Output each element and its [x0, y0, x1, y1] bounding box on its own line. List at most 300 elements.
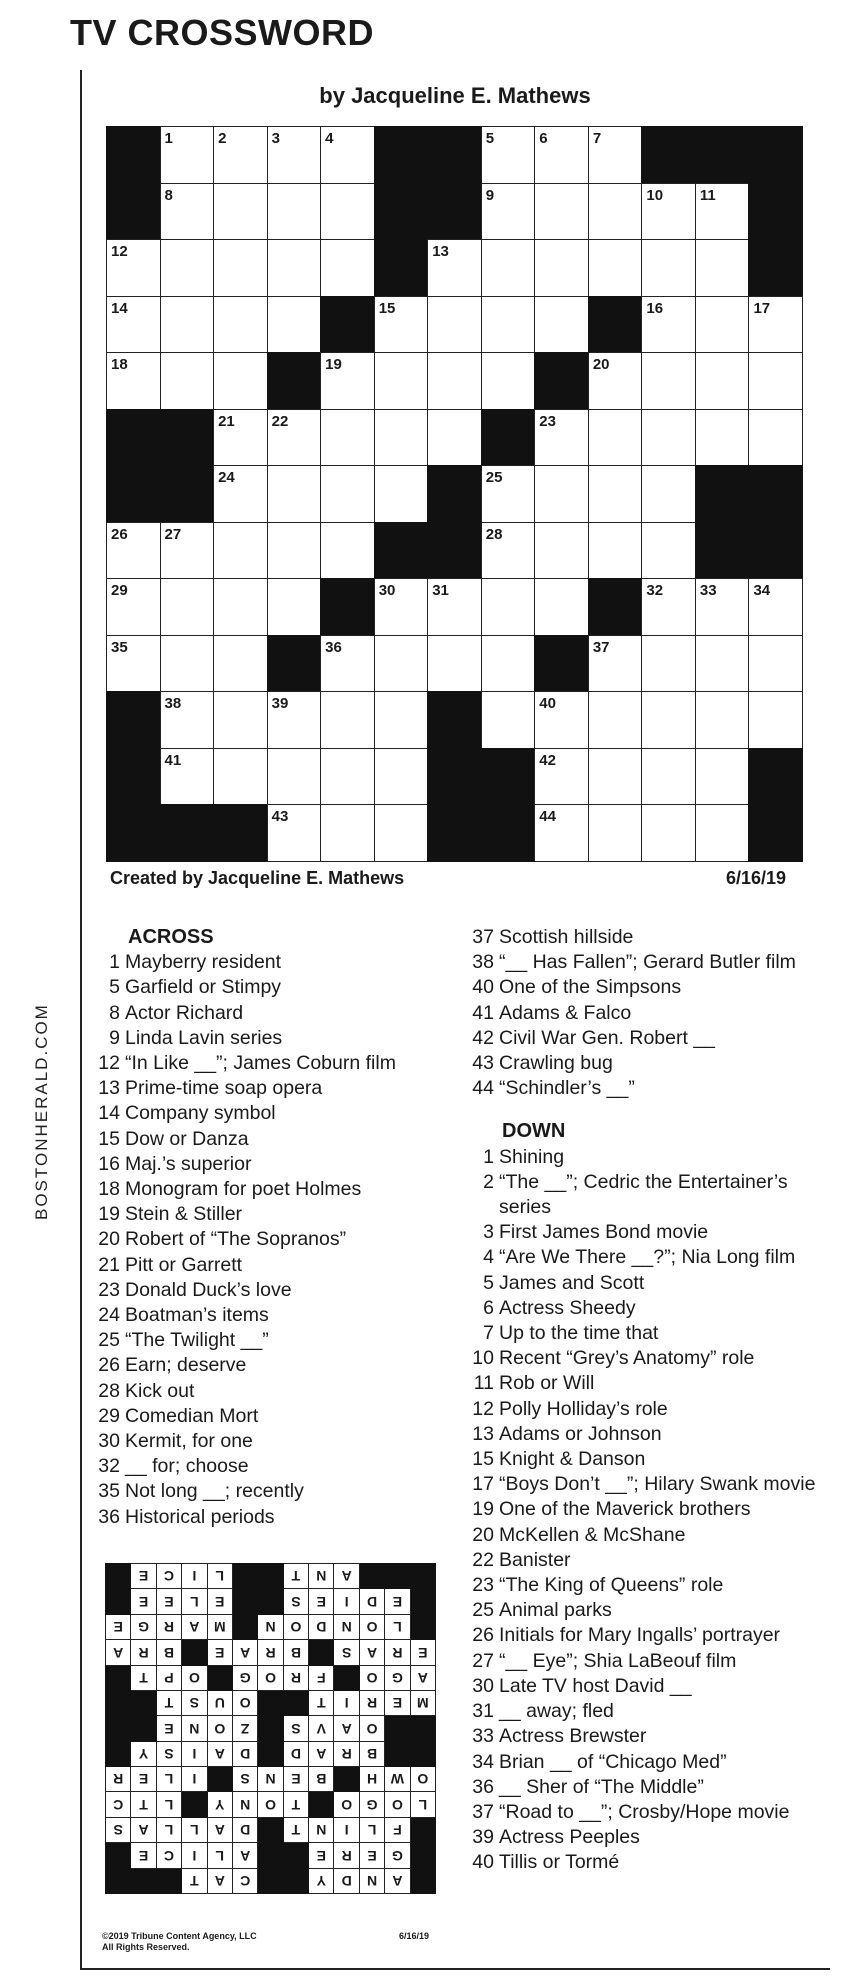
grid-cell[interactable]: [267, 691, 322, 749]
grid-cell[interactable]: [160, 183, 215, 241]
clue-text: Actress Brewster: [499, 1725, 647, 1748]
clue-number: 37: [472, 926, 494, 948]
clue-text: Rob or Will: [499, 1372, 595, 1395]
grid-block: [427, 691, 482, 749]
solution-cell: A: [410, 1665, 436, 1691]
solution-cell: P: [156, 1665, 182, 1691]
clue: [92, 1253, 432, 1278]
solution-cell: G: [232, 1665, 258, 1691]
grid-cell[interactable]: [641, 296, 696, 354]
clue: [466, 1649, 826, 1674]
solution-cell: N: [181, 1715, 207, 1741]
clue-number: 5: [109, 976, 120, 999]
solution-cell: L: [181, 1817, 207, 1843]
solution-block: [410, 1817, 436, 1843]
grid-cell[interactable]: [481, 126, 536, 184]
grid-cell[interactable]: [267, 578, 322, 636]
clue: [466, 1775, 826, 1800]
grid-block: [534, 352, 589, 410]
grid-cell[interactable]: [641, 748, 696, 806]
clue-number: 20: [98, 1228, 120, 1251]
solution-block: [257, 1817, 283, 1843]
grid-cell[interactable]: [320, 804, 375, 862]
grid-cell[interactable]: [427, 296, 482, 354]
clue-column-2: [466, 925, 826, 1876]
clue-number: 7: [483, 1322, 494, 1345]
clue: [466, 925, 826, 950]
solution-block: [105, 1563, 131, 1589]
grid-cell[interactable]: [748, 352, 803, 410]
grid-cell[interactable]: [320, 748, 375, 806]
clue-number: 25: [98, 1329, 120, 1352]
grid-block: [427, 804, 482, 862]
grid-cell[interactable]: [374, 352, 429, 410]
clue-text: “__ Has Fallen”; Gerard Butler film: [499, 951, 796, 974]
clue-number: 17: [753, 299, 771, 317]
grid-cell[interactable]: [160, 522, 215, 580]
grid-cell[interactable]: [213, 578, 268, 636]
grid-cell[interactable]: [695, 691, 750, 749]
grid-block: [748, 239, 803, 297]
grid-cell[interactable]: [534, 465, 589, 523]
grid-cell[interactable]: [588, 522, 643, 580]
clue-number: 4: [483, 1246, 494, 1269]
grid-cell[interactable]: [267, 409, 322, 467]
solution-cell: R: [130, 1639, 156, 1665]
grid-cell[interactable]: [695, 239, 750, 297]
solution-cell: O: [359, 1665, 385, 1691]
grid-block: [481, 748, 536, 806]
grid-cell[interactable]: [160, 352, 215, 410]
clue-text: Monogram for poet Holmes: [125, 1178, 362, 1201]
grid-cell[interactable]: [106, 522, 161, 580]
clue: [466, 1850, 826, 1875]
clue-text: Mayberry resident: [125, 951, 282, 974]
solution-block: [384, 1715, 410, 1741]
grid-cell[interactable]: [748, 578, 803, 636]
solution-cell: M: [410, 1690, 436, 1716]
grid-block: [267, 352, 322, 410]
clue: [466, 1699, 826, 1724]
clue: [466, 1573, 826, 1598]
grid-cell[interactable]: [213, 635, 268, 693]
grid-cell[interactable]: [534, 183, 589, 241]
grid-cell[interactable]: [320, 352, 375, 410]
solution-block: [257, 1563, 283, 1589]
clue-text: Knight & Danson: [499, 1448, 646, 1471]
grid-block: [160, 804, 215, 862]
clue-number: 3: [271, 130, 280, 147]
grid-cell[interactable]: [160, 691, 215, 749]
grid-block: [695, 465, 750, 523]
clue-number: 16: [646, 299, 664, 317]
grid-cell[interactable]: [481, 239, 536, 297]
grid-cell[interactable]: [267, 804, 322, 862]
solution-cell: E: [105, 1614, 131, 1640]
grid-cell[interactable]: [534, 126, 589, 184]
grid-cell[interactable]: [588, 352, 643, 410]
clue-text: Initials for Mary Ingalls’ portrayer: [499, 1624, 781, 1647]
grid-cell[interactable]: [534, 691, 589, 749]
clue-number: 35: [98, 1480, 120, 1503]
solution-block: [130, 1868, 156, 1894]
clue: [466, 1750, 826, 1775]
clue: [92, 1227, 432, 1252]
clue: [92, 1051, 432, 1076]
grid-cell[interactable]: [106, 635, 161, 693]
clue-number: 13: [98, 1077, 120, 1100]
side-text: BOSTONHERALD.COM: [32, 1003, 51, 1220]
clue: [92, 1101, 432, 1126]
grid-cell[interactable]: [267, 522, 322, 580]
grid-block: [748, 126, 803, 184]
grid-cell[interactable]: [427, 239, 482, 297]
solution-block: [257, 1741, 283, 1767]
grid-cell[interactable]: [106, 352, 161, 410]
created-by: Created by Jacqueline E. Mathews: [110, 868, 405, 888]
solution-block: [410, 1715, 436, 1741]
clue-number: 33: [699, 582, 717, 600]
solution-block: [105, 1868, 131, 1894]
grid-cell[interactable]: [588, 409, 643, 467]
grid-cell[interactable]: [427, 352, 482, 410]
grid-cell[interactable]: [481, 691, 536, 749]
grid-cell[interactable]: [213, 691, 268, 749]
solution-cell: A: [308, 1741, 334, 1767]
grid-block: [748, 465, 803, 523]
grid-cell[interactable]: [374, 465, 429, 523]
solution-block: [410, 1868, 436, 1894]
clue-number: 11: [473, 1372, 494, 1395]
grid-cell[interactable]: [588, 126, 643, 184]
solution-block: [257, 1715, 283, 1741]
clue: [92, 1278, 432, 1303]
grid-cell[interactable]: [106, 239, 161, 297]
grid-cell[interactable]: [695, 296, 750, 354]
grid-cell[interactable]: [695, 409, 750, 467]
clue-number: 40: [539, 695, 556, 713]
page-title: TV CROSSWORD: [70, 12, 375, 53]
grid-cell[interactable]: [213, 465, 268, 523]
clue: [92, 1127, 432, 1152]
clue-text: Civil War Gen. Robert __: [499, 1026, 716, 1049]
solution-cell: G: [384, 1842, 410, 1868]
solution-cell: E: [384, 1588, 410, 1614]
puzzle-date: 6/16/19: [726, 868, 787, 888]
grid-cell[interactable]: [641, 239, 696, 297]
solution-cell: C: [156, 1842, 182, 1868]
grid-cell[interactable]: [213, 183, 268, 241]
grid-block: [695, 522, 750, 580]
grid-cell[interactable]: [160, 748, 215, 806]
solution-block: [207, 1766, 233, 1792]
grid-cell[interactable]: [320, 183, 375, 241]
clue-number: 41: [472, 1001, 494, 1024]
clue: [92, 1479, 432, 1504]
clue-number: 21: [98, 1253, 120, 1276]
grid-cell[interactable]: [588, 691, 643, 749]
across-clue-list-cont: [466, 925, 826, 1101]
solution-block: [105, 1690, 131, 1716]
clue: [466, 1422, 826, 1447]
grid-cell[interactable]: [374, 748, 429, 806]
grid-cell[interactable]: [267, 296, 322, 354]
clue: [466, 950, 826, 975]
grid-cell[interactable]: [588, 804, 643, 862]
clue: [92, 1379, 432, 1404]
grid-cell[interactable]: [748, 296, 803, 354]
clue-number: 32: [646, 582, 664, 600]
solution-cell: G: [384, 1665, 410, 1691]
clue-number: 37: [592, 638, 610, 656]
solution-cell: A: [105, 1639, 131, 1665]
clue-text: Garfield or Stimpy: [125, 976, 282, 999]
grid-cell[interactable]: [213, 409, 268, 467]
solution-cell: A: [232, 1639, 258, 1665]
grid-cell[interactable]: [534, 239, 589, 297]
grid-cell[interactable]: [641, 804, 696, 862]
grid-cell[interactable]: [106, 578, 161, 636]
grid-cell[interactable]: [641, 691, 696, 749]
clue-text: Adams or Johnson: [499, 1422, 662, 1445]
solution-block: [105, 1842, 131, 1868]
clue-text: Scottish hillside: [499, 926, 634, 948]
solution-cell: N: [308, 1563, 334, 1589]
clue-number: 26: [472, 1624, 494, 1647]
clue-number: 26: [111, 525, 128, 543]
clue-number: 10: [472, 1347, 494, 1370]
grid-cell[interactable]: [695, 804, 750, 862]
clue: [466, 1523, 826, 1548]
grid-block: [106, 748, 161, 806]
grid-block: [695, 126, 750, 184]
clue-number: 37: [472, 1800, 494, 1823]
grid-cell[interactable]: [213, 522, 268, 580]
grid-block: [374, 126, 429, 184]
clue-number: 20: [592, 356, 610, 374]
grid-cell[interactable]: [481, 296, 536, 354]
grid-cell[interactable]: [748, 635, 803, 693]
solution-block: [359, 1563, 385, 1589]
grid-cell[interactable]: [588, 635, 643, 693]
grid-cell[interactable]: [320, 409, 375, 467]
grid-cell[interactable]: [267, 183, 322, 241]
grid-block: [106, 409, 161, 467]
clue-text: Boatman’s items: [125, 1304, 269, 1327]
solution-block: [105, 1665, 131, 1691]
grid-cell[interactable]: [320, 239, 375, 297]
grid-cell[interactable]: [213, 352, 268, 410]
grid-cell[interactable]: [695, 352, 750, 410]
clue-text: Kermit, for one: [125, 1430, 253, 1453]
grid-cell[interactable]: [106, 296, 161, 354]
grid-cell[interactable]: [213, 748, 268, 806]
grid-cell[interactable]: [534, 522, 589, 580]
solution-block: [257, 1588, 283, 1614]
grid-cell[interactable]: [534, 578, 589, 636]
clue-number: 17: [472, 1473, 494, 1496]
clue: [92, 1026, 432, 1051]
grid-cell[interactable]: [267, 239, 322, 297]
solution-block: [410, 1563, 436, 1589]
clue-number: 41: [164, 751, 182, 769]
grid-cell[interactable]: [320, 126, 375, 184]
grid-block: [106, 691, 161, 749]
clue-number: 7: [592, 130, 602, 147]
clue: [92, 1177, 432, 1202]
clue-text: “Are We There __?”; Nia Long film: [499, 1246, 796, 1269]
grid-cell[interactable]: [641, 522, 696, 580]
grid-cell[interactable]: [695, 748, 750, 806]
grid-cell[interactable]: [695, 578, 750, 636]
grid-cell[interactable]: [427, 578, 482, 636]
grid-cell[interactable]: [481, 183, 536, 241]
clue-number: 1: [483, 1145, 494, 1168]
grid-cell[interactable]: [427, 409, 482, 467]
grid-cell[interactable]: [481, 352, 536, 410]
grid-cell[interactable]: [374, 296, 429, 354]
grid-cell[interactable]: [427, 635, 482, 693]
clue-number: 14: [111, 299, 128, 317]
clue: [466, 1170, 826, 1220]
clue: [466, 975, 826, 1000]
clue-text: Donald Duck’s love: [125, 1278, 292, 1301]
grid-cell[interactable]: [320, 691, 375, 749]
grid-cell[interactable]: [534, 804, 589, 862]
clue-number: 29: [111, 582, 128, 600]
clue-column-1: [92, 925, 432, 1530]
grid-cell[interactable]: [160, 126, 215, 184]
grid-cell[interactable]: [748, 691, 803, 749]
solution-cell: D: [359, 1588, 385, 1614]
grid-cell[interactable]: [481, 465, 536, 523]
grid-cell[interactable]: [374, 691, 429, 749]
clue-text: “Schindler’s __”: [499, 1077, 635, 1100]
grid-cell[interactable]: [160, 578, 215, 636]
grid-cell[interactable]: [481, 522, 536, 580]
clue: [92, 1454, 432, 1479]
grid-cell[interactable]: [213, 296, 268, 354]
solution-block: [232, 1563, 258, 1589]
clue-number: 36: [98, 1505, 120, 1528]
clue-number: 29: [98, 1404, 120, 1427]
grid-cell[interactable]: [588, 183, 643, 241]
solution-cell: D: [232, 1817, 258, 1843]
clue-text: Robert of “The Sopranos”: [125, 1228, 347, 1251]
grid-cell[interactable]: [160, 296, 215, 354]
grid-cell[interactable]: [748, 409, 803, 467]
grid-cell[interactable]: [641, 635, 696, 693]
grid-cell[interactable]: [641, 183, 696, 241]
grid-cell[interactable]: [641, 409, 696, 467]
grid-cell[interactable]: [267, 748, 322, 806]
grid-cell[interactable]: [320, 522, 375, 580]
clue-number: 35: [111, 638, 128, 656]
clue: [466, 1497, 826, 1522]
clue-text: Shining: [499, 1145, 565, 1168]
solution-block: [232, 1614, 258, 1640]
solution-cell: A: [384, 1868, 410, 1894]
clue-number: 1: [109, 951, 120, 974]
clue-text: “The Twilight __”: [125, 1329, 269, 1352]
grid-cell[interactable]: [160, 635, 215, 693]
solution-cell: R: [359, 1690, 385, 1716]
solution-cell: L: [156, 1766, 182, 1792]
grid-cell[interactable]: [641, 578, 696, 636]
grid-cell[interactable]: [534, 296, 589, 354]
clue: [466, 1371, 826, 1396]
solution-cell: S: [283, 1715, 309, 1741]
grid-cell[interactable]: [374, 804, 429, 862]
frame-left-rule: [80, 70, 82, 1970]
grid-cell[interactable]: [213, 126, 268, 184]
solution-cell: L: [207, 1842, 233, 1868]
solution-cell: B: [283, 1639, 309, 1665]
grid-cell[interactable]: [695, 183, 750, 241]
clue: [466, 1220, 826, 1245]
grid-cell[interactable]: [267, 465, 322, 523]
clue-text: __ Sher of “The Middle”: [499, 1775, 704, 1798]
crossword-grid: [106, 126, 802, 861]
grid-cell[interactable]: [267, 126, 322, 184]
solution-cell: H: [359, 1766, 385, 1792]
clue-text: First James Bond movie: [499, 1221, 709, 1244]
grid-block: [641, 126, 696, 184]
clue-number: 16: [98, 1152, 120, 1175]
solution-cell: Y: [308, 1868, 334, 1894]
solution-cell: U: [207, 1690, 233, 1716]
solution-block: [308, 1639, 334, 1665]
clue-number: 26: [98, 1354, 120, 1377]
grid-cell[interactable]: [641, 465, 696, 523]
solution-cell: S: [283, 1588, 309, 1614]
grid-cell[interactable]: [160, 239, 215, 297]
clue: [466, 1076, 826, 1101]
grid-cell[interactable]: [588, 239, 643, 297]
grid-cell[interactable]: [374, 578, 429, 636]
solution-cell: E: [130, 1588, 156, 1614]
grid-cell[interactable]: [641, 352, 696, 410]
grid-cell[interactable]: [695, 635, 750, 693]
solution-cell: L: [156, 1817, 182, 1843]
clue-text: __ for; choose: [125, 1455, 249, 1478]
grid-cell[interactable]: [588, 465, 643, 523]
grid-block: [267, 635, 322, 693]
grid-cell[interactable]: [588, 748, 643, 806]
clue-text: __ away; fled: [499, 1700, 614, 1723]
grid-cell[interactable]: [481, 578, 536, 636]
solution-cell: G: [359, 1791, 385, 1817]
copyright: [102, 1931, 257, 1953]
grid-block: [427, 183, 482, 241]
solution-cell: N: [333, 1614, 359, 1640]
clue-number: 30: [98, 1430, 120, 1453]
clue: [92, 1505, 432, 1530]
grid-cell[interactable]: [320, 635, 375, 693]
grid-cell[interactable]: [213, 239, 268, 297]
grid-cell[interactable]: [320, 465, 375, 523]
grid-cell[interactable]: [374, 409, 429, 467]
clue-number: 19: [98, 1203, 120, 1226]
grid-cell[interactable]: [481, 635, 536, 693]
grid-cell[interactable]: [534, 748, 589, 806]
grid-cell[interactable]: [374, 635, 429, 693]
solution-cell: N: [359, 1868, 385, 1894]
clue-number: 9: [485, 186, 495, 204]
solution-cell: C: [232, 1868, 258, 1894]
grid-cell[interactable]: [534, 409, 589, 467]
down-clue-list: [466, 1145, 826, 1876]
